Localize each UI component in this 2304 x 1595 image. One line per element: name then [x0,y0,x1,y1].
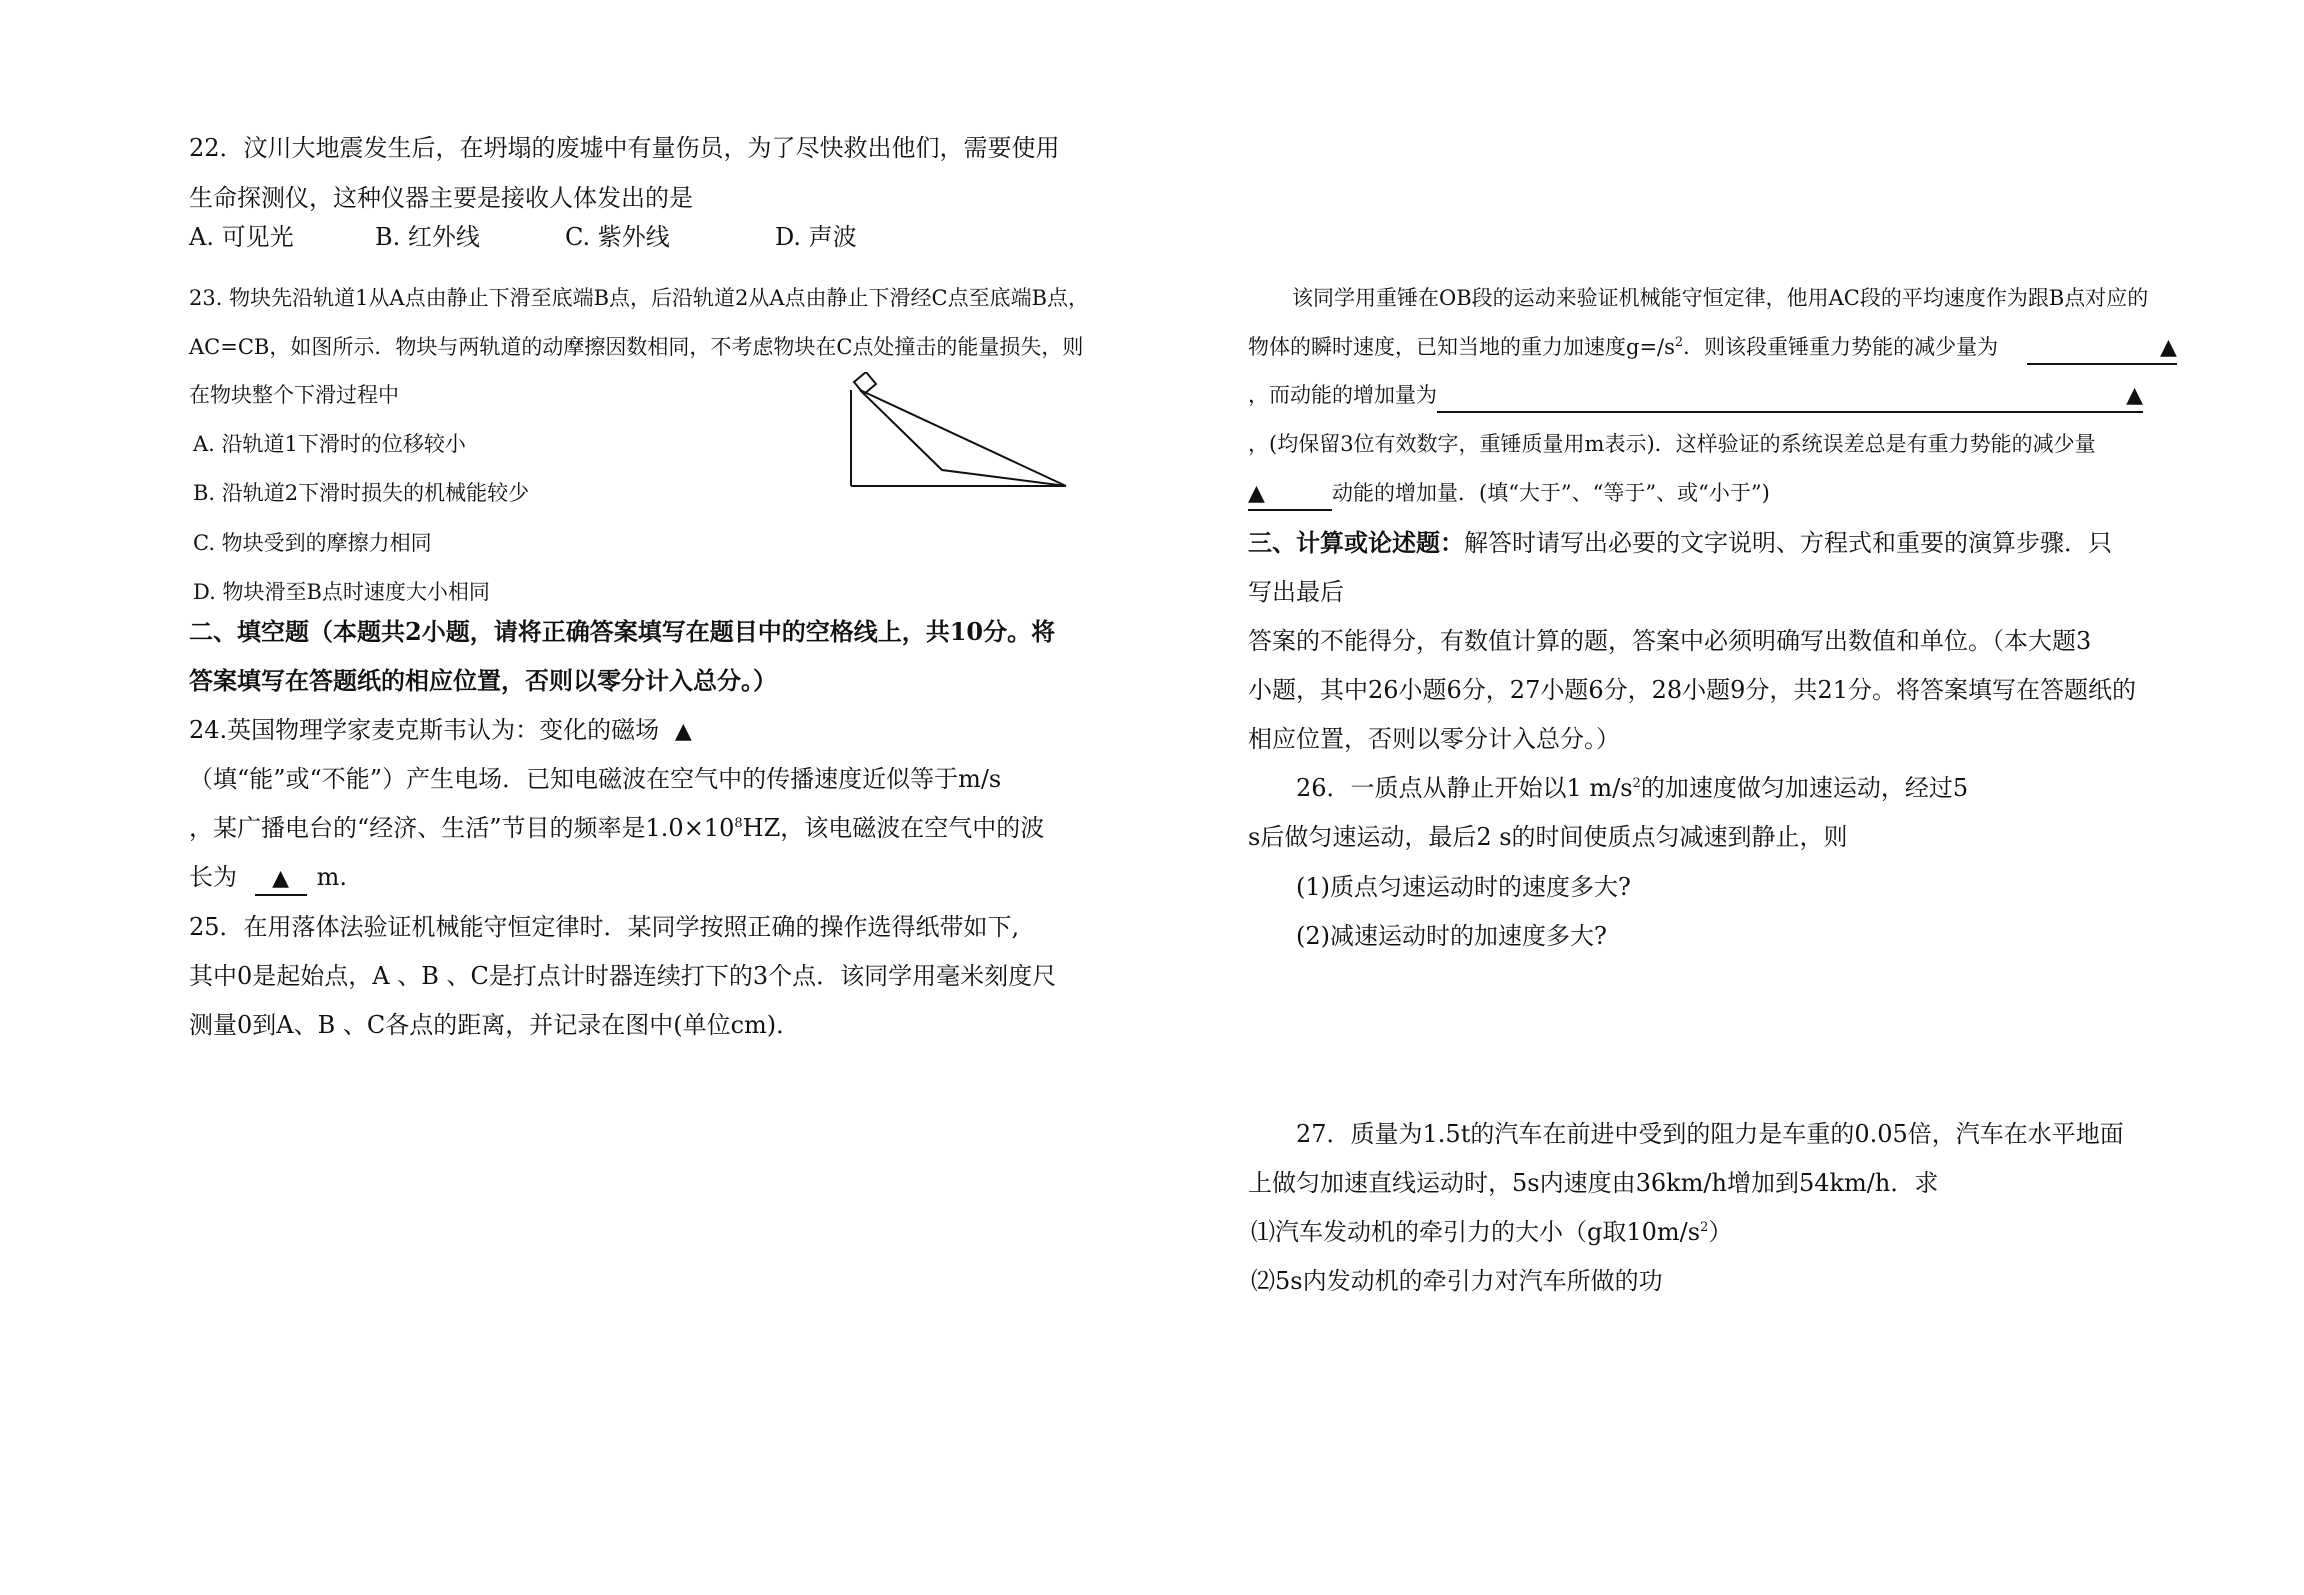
answer-marker: ▲ [2126,383,2143,408]
q25-line3: 测量0到A、B 、C各点的距离，并记录在图中(单位cm)． [189,1011,801,1039]
section3-line4: 小题，其中26小题6分，27小题6分，28小题9分，共21分。将答案填写在答题纸的 [1248,676,2136,704]
q25-cont-line3-text: ，而动能的增加量为 [1248,383,1437,407]
incline-track-figure [846,372,1076,502]
q23-line1: 23. 物块先沿轨道1从A点由静止下滑至底端B点，后沿轨道2从A点由静止下滑经C点至底端B点， [189,286,1090,310]
section2-line2: 答案填写在答题纸的相应位置，否则以零分计入总分。） [189,666,777,695]
section3-line1-rest: 解答时请写出必要的文字说明、方程式和重要的演算步骤．只 [1464,529,2112,557]
q27-sub2: ⑵5s内发动机的牵引力对汽车所做的功 [1251,1267,1663,1295]
q25-line1: 25．在用落体法验证机械能守恒定律时．某同学按照正确的操作选得纸带如下, [189,913,1020,941]
q27-sub1-pre: ⑴汽车发动机的牵引力的大小（g取10m/s [1251,1218,1701,1246]
q22-line1: 22．汶川大地震发生后，在坍塌的废墟中有量伤员，为了尽快救出他们，需要使用 [189,134,1060,162]
section3-line3: 答案的不能得分，有数值计算的题，答案中必须明确写出数值和单位。（本大题3 [1248,627,2092,655]
q23-option-b[interactable]: B. 沿轨道2下滑时损失的机械能较少 [193,481,530,505]
q24-line4-post: m. [316,863,348,891]
q26-line1-pre: 26．一质点从静止开始以1 m/s [1296,774,1633,802]
q24-answer-blank[interactable] [255,862,307,896]
q27-sub1-post: ） [1708,1218,1733,1246]
q22-option-d[interactable]: D. 声波 [775,223,857,251]
q24-text1: 24.英国物理学家麦克斯韦认为：变化的磁场 [189,716,660,744]
q26-sub2: (2)减速运动时的加速度多大? [1296,922,1607,950]
q25-cont-line5 [1248,478,1770,511]
q25-cont-line1: 该同学用重锤在OB段的运动来验证机械能守恒定律，他用AC段的平均速度作为跟B点对应的 [1292,286,2149,310]
q25-cont-line2-post: ．则该段重锤重力势能的减少量为 [1683,335,1999,359]
q24-line1 [189,715,692,747]
q25-cont-line4: ，(均保留3位有效数字，重锤质量用m表示)．这样验证的系统误差总是有重力势能的减少量 [1248,432,2096,456]
q23-option-a[interactable]: A. 沿轨道1下滑时的位移较小 [193,432,466,456]
q25-cont-line3 [1248,380,2143,413]
q24-line3 [189,813,1044,843]
q26-line2: s后做匀速运动，最后2 s的时间使质点匀减速到静止，则 [1248,823,1848,851]
q22-line2: 生命探测仪，这种仪器主要是接收人体发出的是 [189,184,693,212]
answer-marker: ▲ [1248,481,1265,506]
q23-option-d[interactable]: D. 物块滑至B点时速度大小相同 [193,580,490,604]
q27-sub1 [1251,1217,1732,1247]
q25-cont-line2 [1248,332,2177,365]
q22-options [189,222,857,252]
q23-line2: AC=CB，如图所示．物块与两轨道的动摩擦因数相同，不考虑物块在C点处撞击的能量损失，则 [189,335,1084,359]
q27-sub1-exp: 2 [1700,1220,1709,1235]
answer-marker[interactable]: ▲ [674,719,692,744]
kinetic-energy-blank[interactable] [1437,380,2143,413]
answer-marker: ▲ [2159,335,2177,360]
block-square [854,372,876,394]
section3-line5: 相应位置，否则以零分计入总分。） [1248,725,1620,753]
section2-line1: 二、填空题（本题共2小题，请将正确答案填写在题目中的空格线上，共10分。将 [189,617,1056,646]
q25-cont-line5-text: 动能的增加量．(填“大于”、“等于”、或“小于”) [1332,481,1770,505]
potential-energy-blank[interactable] [2027,332,2177,365]
q26-line1-post: 的加速度做匀加速运动，经过5 [1640,774,1969,802]
q27-line1: 27．质量为1.5t的汽车在前进中受到的阻力是车重的0.05倍，汽车在水平地面 [1296,1120,2124,1148]
q26-sub1: (1)质点匀速运动时的速度多大? [1296,873,1631,901]
comparison-blank[interactable] [1248,478,1332,511]
q24-line3-post: HZ，该电磁波在空气中的波 [742,814,1045,842]
section3-line2: 写出最后 [1248,578,1344,606]
q25-line2: 其中0是起始点，A 、B 、C是打点计时器连续打下的3个点．该同学用毫米刻度尺 [189,962,1057,990]
q22-option-a[interactable]: A. 可见光 [189,223,294,251]
q25-cont-line2-exp: 2 [1674,335,1684,350]
q27-line2: 上做匀加速直线运动时，5s内速度由36km/h增加到54km/h．求 [1248,1169,1939,1197]
q24-line2: （填“能”或“不能”）产生电场．已知电磁波在空气中的传播速度近似等于m/s [189,765,1002,793]
q24-line3-pre: ，某广播电台的“经济、生活”节目的频率是1.0×10 [189,814,735,842]
q23-option-c[interactable]: C. 物块受到的摩擦力相同 [193,531,432,555]
q24-line4-pre: 长为 [189,863,237,891]
q24-line3-exp: 8 [734,816,743,831]
track-1 [860,390,1066,486]
answer-marker: ▲ [272,866,290,891]
section3-title: 三、计算或论述题： [1248,528,1464,557]
q25-cont-line2-pre: 物体的瞬时速度，已知当地的重力加速度g=/s [1248,335,1675,359]
section3-line1 [1248,528,2112,558]
q26-line1 [1296,773,1968,803]
q22-option-c[interactable]: C. 紫外线 [565,223,670,251]
q23-line3: 在物块整个下滑过程中 [189,383,399,407]
q26-line1-exp: 2 [1632,776,1641,791]
q24-line4 [189,862,347,896]
q22-option-b[interactable]: B. 红外线 [375,223,480,251]
